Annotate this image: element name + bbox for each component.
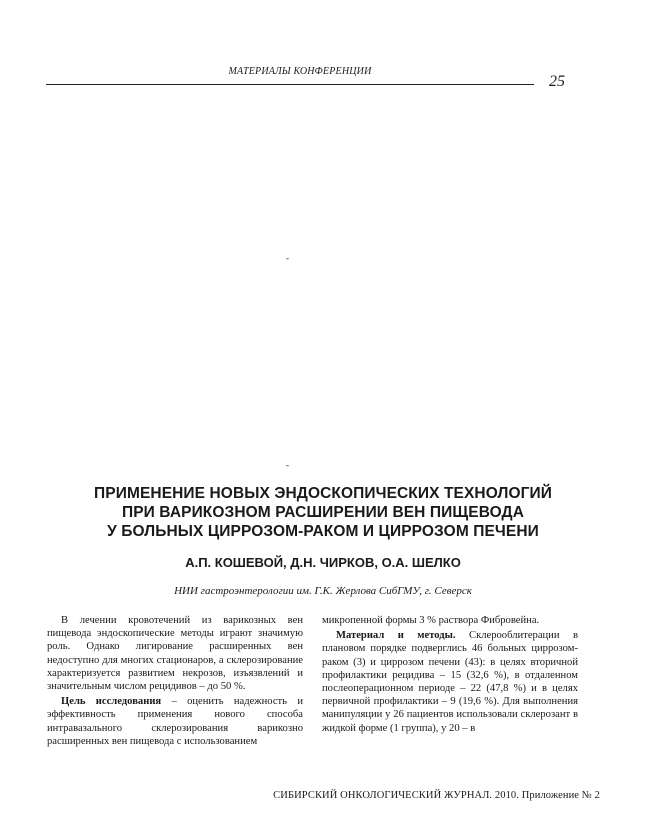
methods-text: Склерооблитерации в плановом порядке подверглись 46 больных циррозом-раком (3) и циррозом печени (43): в целях вторичной профилактики рецидива – 15 (32,6 %), в отдаленном послеоперационном периоде – 22 (47,8 %) и в целях первичной профилактики – 9 (19,6 %). Для выполнения манипуляции у 26 пациентов использовали склерозант в жидкой форме (1 группа), у 20 – в [322,630,578,734]
header-rule [46,84,534,85]
continued-paragraph: микропенной формы 3 % раствора Фибровейна. [322,615,540,626]
title-line-2: ПРИ ВАРИКОЗНОМ РАСШИРЕНИИ ВЕН ПИЩЕВОДА [121,504,524,521]
running-head: МАТЕРИАЛЫ КОНФЕРЕНЦИИ [228,66,372,77]
aim-lead: Цель исследования [61,696,162,708]
title-line-1: ПРИМЕНЕНИЕ НОВЫХ ЭНДОСКОПИЧЕСКИХ ТЕХНОЛОГИЙ [94,485,552,502]
aim-paragraph [47,695,303,748]
methods-lead: Материал и методы. [336,630,456,642]
left-column [47,614,303,750]
right-column [322,614,578,737]
dash-mark-top: - [286,253,289,263]
footer-journal: СИБИРСКИЙ ОНКОЛОГИЧЕСКИЙ ЖУРНАЛ. 2010. Приложение № 2 [273,790,600,801]
affiliation: НИИ гастроэнтерологии им. Г.К. Жерлова СибГМУ, г. Северск [174,585,472,597]
article-title [40,484,606,541]
aim-text: – оценить надежность и эффективность применения нового способа интравазального склерозирования варикозно расширенных вен пищевода с использованием [47,696,303,747]
dash-mark-bottom: - [286,460,289,470]
methods-paragraph [322,629,578,735]
page-number: 25 [549,73,565,90]
title-line-3: У БОЛЬНЫХ ЦИРРОЗОМ-РАКОМ И ЦИРРОЗОМ ПЕЧЕНИ [107,523,539,540]
authors: А.П. КОШЕВОЙ, Д.Н. ЧИРКОВ, О.А. ШЕЛКО [185,555,461,570]
intro-paragraph: В лечении кровотечений из варикозных вен пищевода эндоскопические методы играют значимую роль. Однако лигирование расширенных вен недоступно для многих стационаров, а склерозирование характеризуется развитием некрозов, изъязвлений и значительным числом рецидивов – до 50 %. [47,615,303,693]
